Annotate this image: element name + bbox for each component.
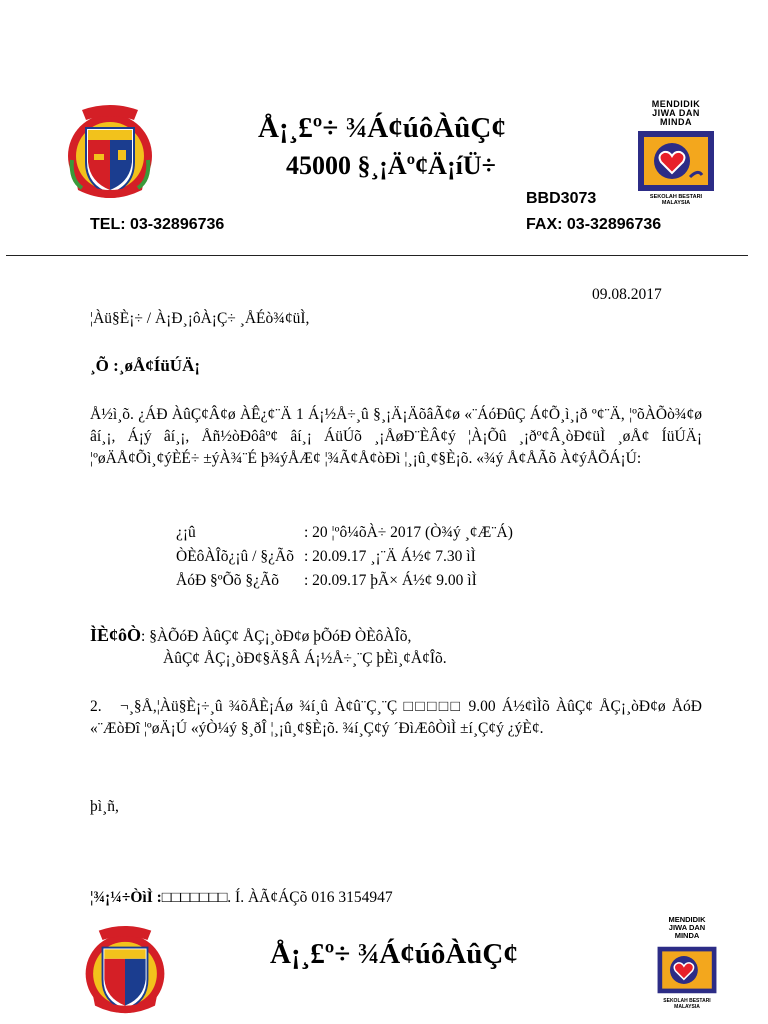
paragraph-2: ¬¸§Å,¦Àü§È¡÷¸û ¾õÅÈ¡Áø ¾í¸û À¢û¨Ç¸¨Ç □□□□□ 9.00 Á½¢ìÌõ ÀûÇ¢ ÅÇ¡¸òÐ¢ø ÅóÐ «¨ÆòÐî ¦ºøÄ¡Ú «ýÒ¼ý §¸ðÎ ¦¸¡û¸¢§È¡õ. ¾í¸Ç¢ý ´ÐìÆôÒìÌ ±í¸Ç¢ý ¿ýÈ¢. bbox=[90, 698, 702, 737]
telephone-number: TEL: 03-32896736 bbox=[90, 216, 225, 233]
contact-label: ¦¾¡¼÷ÒìÌ : bbox=[90, 889, 162, 906]
logo-caption-line: MALAYSIA bbox=[661, 200, 691, 206]
header-divider bbox=[6, 255, 748, 256]
letter-subject: ¸Õ :¸øÅ¢ÍüÚÄ¡ bbox=[90, 356, 201, 375]
logo-caption-line: SEKOLAH BESTARI bbox=[663, 998, 711, 1004]
school-address: 45000 §¸¡Äº¢Ä¡íÜ÷ bbox=[286, 151, 496, 180]
contact-value: □□□□□□□. Í. ÀÃ¢ÁÇõ 016 3154947 bbox=[161, 889, 393, 906]
paragraph-1: Å½ì¸õ. ¿ÁÐ ÀûÇ¢Â¢ø ÀÊ¿¢¨Ä 1 Á¡½Å÷¸û §¸¡Ä¡ÄõâÃ¢ø «¨ÁóÐûÇ Á¢Õ¸ì¸¡ð º¢¨Ä, ¦ºõÀÕò¾¢ø âí¸¡, Á¡ý âí¸¡, Åñ½òÐôâº¢ âí¸¡ ÁüÚõ ¸¡ÅøÐ¨ÈÂ¢ý ¦À¡Õû ¸¡ðº¢Â¸òÐ¢üÌ ¸øÅ¢ ÍüÚÄ¡ ¦ºøÄÅ¢Õì¸¢ýÈÉ÷ ±ýÀ¾¨É þ¾ýÅÆ¢ ¦¾Ã¢Å¢òÐì ¦¸¡û¸¢§È¡õ. «¾ý Å¢ÅÃõ À¢ýÅÕÁ¡Ú: bbox=[90, 406, 702, 467]
logo-caption-line: SEKOLAH BESTARI bbox=[649, 194, 703, 200]
footer-right-logo bbox=[652, 916, 722, 1020]
closing: þì¸ñ, bbox=[90, 798, 119, 815]
mendidik-jiwa-badge-icon bbox=[636, 129, 716, 193]
school-crest-icon bbox=[80, 920, 170, 1020]
salutation: ¦Àü§È¡÷ / À¡Ð¸¡ôÀ¡Ç÷ ¸ÅÉò¾¢üÌ, bbox=[90, 310, 310, 327]
paragraph-2-number: 2. bbox=[90, 698, 102, 715]
detail-value: : 20.09.17 ¸¡¨Ä Á½¢ 7.30 ìÌ bbox=[304, 548, 476, 565]
logo-caption-line: MALAYSIA bbox=[674, 1003, 700, 1010]
logo-text-line: MENDIDIK bbox=[651, 99, 701, 109]
school-code: BBD3073 bbox=[526, 190, 597, 207]
logo-text-line: MINDA bbox=[674, 931, 700, 940]
detail-label: ¿¡û bbox=[176, 524, 196, 541]
contact-person bbox=[90, 887, 393, 909]
note-text: : §ÀÕóÐ ÀûÇ¢ ÅÇ¡¸òÐ¢ø þÕóÐ ÒÈôÀÎõ, bbox=[141, 628, 412, 645]
detail-row-departure bbox=[176, 548, 476, 566]
logo-text-line: JIWA DAN bbox=[668, 923, 706, 932]
mendidik-jiwa-badge-icon bbox=[656, 942, 718, 998]
right-logo bbox=[628, 100, 724, 210]
logo-text-line: MENDIDIK bbox=[668, 915, 706, 924]
detail-label: ÒÈôÀÎõ¿¡û / §¿Ãõ bbox=[176, 548, 294, 565]
detail-label: ÅóÐ §ºÕõ §¿Ãõ bbox=[176, 572, 279, 589]
fax-number: FAX: 03-32896736 bbox=[526, 216, 662, 233]
detail-row-return bbox=[176, 572, 477, 590]
footer-school-name: Å¡¸£º÷ ¾Á¢úôÀûÇ¢ bbox=[270, 938, 518, 970]
school-name-title: Å¡¸£º÷ ¾Á¢úôÀûÇ¢ bbox=[258, 112, 506, 144]
detail-value: : 20 ¦ºô¼õÀ÷ 2017 (Ò¾ý ¸¢Æ¨Á) bbox=[304, 524, 513, 541]
detail-row-date bbox=[176, 524, 513, 542]
detail-value: : 20.09.17 þÃ× Á½¢ 9.00 ìÌ bbox=[304, 572, 477, 589]
school-crest-icon bbox=[62, 100, 158, 204]
logo-text-line: MINDA bbox=[660, 117, 692, 127]
note-label: ÌÈ¢ôÒ bbox=[90, 625, 142, 645]
letter-date: 09.08.2017 bbox=[592, 286, 662, 303]
note-line-1 bbox=[90, 624, 411, 648]
note-line-2: ÀûÇ¢ ÅÇ¡¸òÐ¢§Ä§Â Á¡½Å÷¸¨Ç þÈì¸¢Å¢Îõ. bbox=[163, 650, 447, 667]
logo-text-line: JIWA DAN bbox=[652, 108, 700, 118]
